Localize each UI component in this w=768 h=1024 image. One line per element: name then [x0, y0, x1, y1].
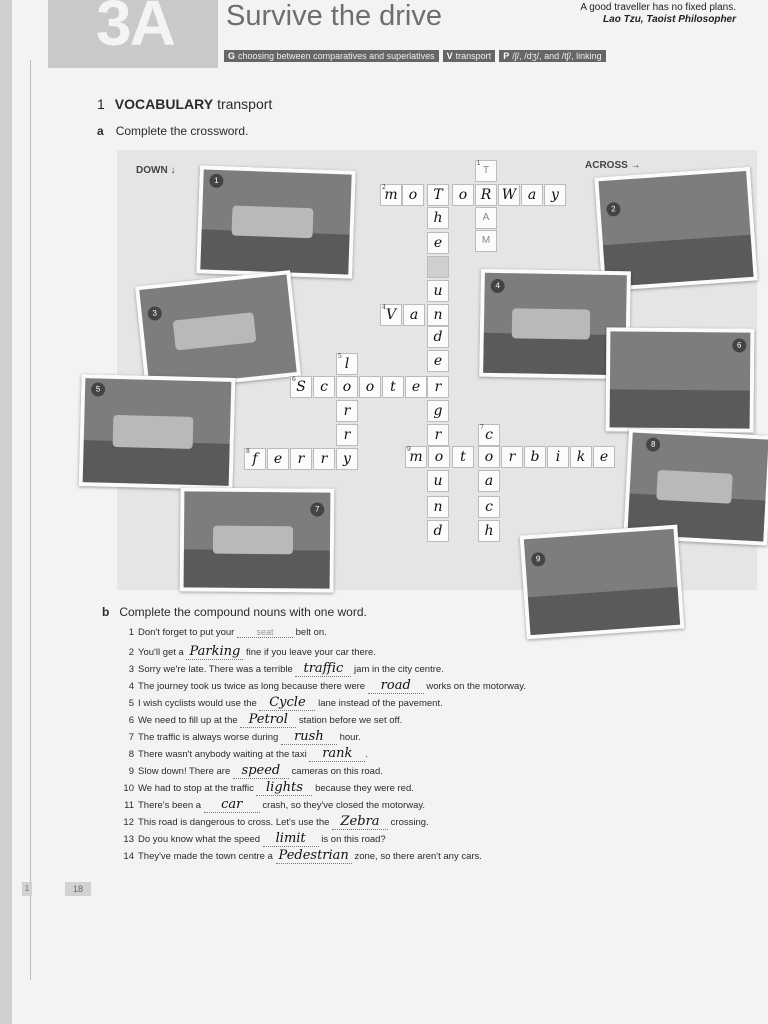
exercise-item: 5 I wish cyclists would use the Cycle lane instead of the pavement.	[128, 695, 443, 710]
answer-blank[interactable]: Petrol	[240, 712, 296, 728]
answer-blank[interactable]: Parking	[186, 644, 243, 660]
crossword-cell[interactable]: r	[501, 446, 523, 468]
grammar-tag: G choosing between comparatives and superlatives	[224, 50, 439, 62]
crossword-cell[interactable]: 1 T	[475, 160, 497, 182]
crossword-cell[interactable]: u	[427, 470, 449, 492]
answer-blank[interactable]: car	[204, 797, 260, 813]
crossword-cell[interactable]: b	[524, 446, 546, 468]
exercise-item: 3 Sorry we're late. There was a terrible traffic jam in the city centre.	[128, 661, 444, 676]
photo-motorway: 2	[594, 167, 758, 292]
crossword-cell[interactable]: r	[427, 424, 449, 446]
crossword-cell[interactable]: a	[521, 184, 543, 206]
photo-ferry: 8	[623, 428, 768, 545]
part-b-instruction: b Complete the compound nouns with one word.	[102, 605, 367, 619]
exercise-item: 1 Don't forget to put your seat belt on.	[128, 627, 327, 638]
section-title: 1 VOCABULARY transport	[97, 96, 273, 112]
exercise-item: 14 They've made the town centre a Pedestrian zone, so there aren't any cars.	[123, 848, 482, 863]
photo-lorry: 5	[79, 374, 236, 490]
crossword-cell[interactable]: o	[478, 446, 500, 468]
lesson-tags	[224, 50, 606, 62]
crossword-cell[interactable]: M	[475, 230, 497, 252]
crossword-cell[interactable]: h	[478, 520, 500, 542]
quote-author: Lao Tzu, Taoist Philosopher	[603, 14, 736, 25]
answer-blank[interactable]: road	[368, 678, 424, 694]
answer-blank[interactable]: rush	[281, 729, 337, 745]
crossword-cell[interactable]: i	[547, 446, 569, 468]
crossword-cell[interactable]: u	[427, 280, 449, 302]
crossword-cell[interactable]: e	[593, 446, 615, 468]
vocabulary-tag: V transport	[443, 50, 496, 62]
crossword-cell-shaded	[427, 256, 449, 278]
crossword-cell[interactable]: a	[403, 304, 425, 326]
exercise-item: 12 This road is dangerous to cross. Let's use the Zebra crossing.	[123, 814, 429, 829]
exercise-item: 10 We had to stop at the traffic lights because they were red.	[123, 780, 414, 795]
crossword-cell[interactable]: 2 m	[380, 184, 402, 206]
exercise-item: 9 Slow down! There are speed cameras on this road.	[128, 763, 383, 778]
part-a-instruction: a Complete the crossword.	[97, 124, 249, 138]
answer-blank[interactable]: Cycle	[259, 695, 315, 711]
crossword-cell[interactable]: h	[427, 207, 449, 229]
crossword-cell[interactable]: o	[452, 184, 474, 206]
photo-van: 4	[479, 269, 631, 380]
crossword-cell[interactable]: T	[427, 184, 449, 206]
crossword-cell[interactable]: r	[336, 400, 358, 422]
across-label: ACROSS →	[585, 160, 641, 171]
crossword-cell[interactable]: c	[478, 496, 500, 518]
crossword-cell[interactable]: c	[313, 376, 335, 398]
photo-coach: 7	[180, 487, 335, 592]
crossword-cell[interactable]: r	[313, 448, 335, 470]
page-number: 18	[65, 882, 91, 896]
exercise-item: 6 We need to fill up at the Petrol station before we set off.	[128, 712, 403, 727]
crossword-cell[interactable]: W	[498, 184, 520, 206]
crossword-cell[interactable]: d	[427, 520, 449, 542]
crossword-cell[interactable]: 6 S	[290, 376, 312, 398]
crossword-cell[interactable]: 7 c	[478, 424, 500, 446]
crossword-cell[interactable]: e	[427, 350, 449, 372]
answer-blank[interactable]: Pedestrian	[276, 848, 352, 864]
pronunciation-tag: P /ʃ/, /dʒ/, and /tʃ/, linking	[499, 50, 605, 62]
crossword-cell[interactable]: 5 l	[336, 353, 358, 375]
crossword-cell[interactable]: e	[427, 232, 449, 254]
crossword-cell[interactable]: 8 f	[244, 448, 266, 470]
crossword-cell[interactable]: y	[544, 184, 566, 206]
crossword-cell[interactable]: o	[336, 376, 358, 398]
crossword-cell[interactable]: r	[427, 376, 449, 398]
binding-line	[30, 60, 31, 980]
crossword-cell[interactable]: t	[382, 376, 404, 398]
answer-blank[interactable]: speed	[233, 763, 289, 779]
quote	[580, 2, 736, 26]
unit-number: 3A	[96, 0, 174, 59]
exercise-item: 2 You'll get a Parking fine if you leave your car there.	[128, 644, 376, 659]
exercise-item: 8 There wasn't anybody waiting at the taxi rank .	[128, 746, 368, 761]
crossword-cell[interactable]: e	[405, 376, 427, 398]
crossword-cell[interactable]: R	[475, 184, 497, 206]
crossword-cell[interactable]: o	[402, 184, 424, 206]
exercise-item: 11 There's been a car crash, so they've closed the motorway.	[124, 797, 426, 812]
crossword-cell[interactable]: 4 V	[380, 304, 402, 326]
exercise-item: 13 Do you know what the speed limit is on this road?	[123, 831, 386, 846]
page-marker: 1	[22, 882, 32, 896]
crossword-cell[interactable]: e	[267, 448, 289, 470]
answer-blank[interactable]: limit	[263, 831, 319, 847]
exercise-item: 7 The traffic is always worse during rush hour.	[128, 729, 361, 744]
quote-text: A good traveller has no fixed plans.	[580, 2, 736, 13]
crossword-cell[interactable]: r	[290, 448, 312, 470]
photo-underground: 3	[135, 270, 301, 392]
crossword-cell[interactable]: 9 m	[405, 446, 427, 468]
crossword-cell[interactable]: o	[359, 376, 381, 398]
crossword-cell[interactable]: y	[336, 448, 358, 470]
down-label: DOWN ↓	[136, 165, 176, 176]
crossword-cell[interactable]: d	[427, 326, 449, 348]
photo-tram: 1	[196, 165, 356, 278]
answer-blank[interactable]: rank	[309, 746, 365, 762]
crossword-cell[interactable]: a	[478, 470, 500, 492]
photo-motorbike: 9	[520, 525, 685, 640]
crossword-cell[interactable]: A	[475, 207, 497, 229]
crossword-cell[interactable]: n	[427, 496, 449, 518]
crossword-cell[interactable]: n	[427, 304, 449, 326]
answer-blank[interactable]: Zebra	[332, 814, 388, 830]
crossword-cell[interactable]: r	[336, 424, 358, 446]
crossword-cell[interactable]: t	[452, 446, 474, 468]
answer-blank[interactable]: lights	[256, 780, 312, 796]
crossword-cell[interactable]: o	[428, 446, 450, 468]
exercise-item: 4 The journey took us twice as long because there were road works on the motorway.	[128, 678, 526, 693]
crossword-cell[interactable]: g	[427, 400, 449, 422]
photo-scooter: 6	[606, 327, 755, 432]
crossword-cell[interactable]: k	[570, 446, 592, 468]
unit-title: Survive the drive	[226, 0, 442, 32]
left-margin-bar	[0, 0, 12, 1024]
answer-blank[interactable]: seat	[237, 627, 293, 638]
answer-blank[interactable]: traffic	[295, 661, 351, 677]
